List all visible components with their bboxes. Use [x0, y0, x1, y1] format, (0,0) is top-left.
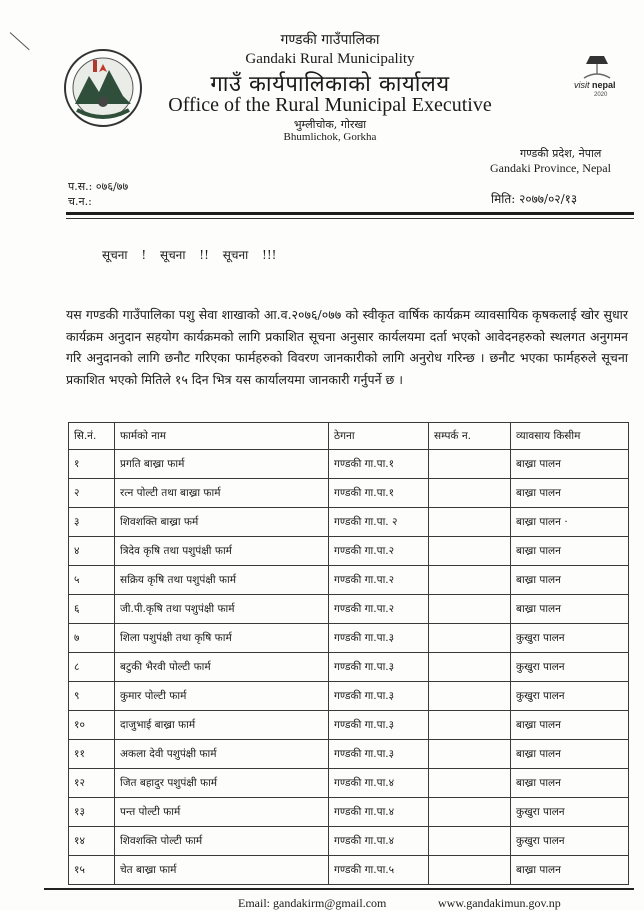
cell-farm-name: पन्त पोल्टी फार्म — [115, 798, 329, 827]
cell-contact — [429, 479, 511, 508]
cell-address: गण्डकी गा.पा.४ — [329, 827, 429, 856]
cell-business-type: बाख्रा पालन — [511, 856, 629, 885]
cell-contact — [429, 798, 511, 827]
cell-contact — [429, 856, 511, 885]
column-header-business-type: व्यावसाय किसीम — [511, 423, 629, 450]
cell-address: गण्डकी गा.पा.४ — [329, 798, 429, 827]
cell-serial: १५ — [69, 856, 115, 885]
cell-serial: १३ — [69, 798, 115, 827]
cell-serial: ६ — [69, 595, 115, 624]
cell-address: गण्डकी गा.पा. २ — [329, 508, 429, 537]
cell-farm-name: शिवशक्ति पोल्टी फार्म — [115, 827, 329, 856]
table-row — [69, 682, 629, 711]
cell-farm-name: कुमार पोल्टी फार्म — [115, 682, 329, 711]
table-row — [69, 798, 629, 827]
header-divider — [66, 212, 634, 215]
cell-business-type: बाख्रा पालन · — [511, 508, 629, 537]
cell-business-type: कुखुरा पालन — [511, 653, 629, 682]
cell-contact — [429, 769, 511, 798]
cell-address: गण्डकी गा.पा.५ — [329, 856, 429, 885]
cell-farm-name: त्रिदेव कृषि तथा पशुपंक्षी फार्म — [115, 537, 329, 566]
cell-contact — [429, 827, 511, 856]
selected-farms-table — [68, 422, 629, 885]
cell-contact — [429, 537, 511, 566]
cell-contact — [429, 595, 511, 624]
cell-business-type: कुखुरा पालन — [511, 798, 629, 827]
cell-farm-name: रत्न पोल्टी तथा बाख्रा फार्म — [115, 479, 329, 508]
cell-address: गण्डकी गा.पा.३ — [329, 711, 429, 740]
table-row — [69, 711, 629, 740]
government-emblem-logo — [63, 46, 143, 130]
cell-address: गण्डकी गा.पा.१ — [329, 450, 429, 479]
table-row — [69, 856, 629, 885]
cell-contact — [429, 624, 511, 653]
cell-business-type: बाख्रा पालन — [511, 711, 629, 740]
cell-farm-name: जी.पी.कृषि तथा पशुपंक्षी फार्म — [115, 595, 329, 624]
table-row — [69, 450, 629, 479]
cell-address: गण्डकी गा.पा.३ — [329, 682, 429, 711]
office-name-nepali: गाउँ कार्यपालिकाको कार्यालय — [210, 72, 450, 97]
cell-contact — [429, 711, 511, 740]
cell-serial: १ — [69, 450, 115, 479]
table-row — [69, 566, 629, 595]
cell-serial: २ — [69, 479, 115, 508]
cell-address: गण्डकी गा.पा.२ — [329, 566, 429, 595]
cell-contact — [429, 653, 511, 682]
document-date: मिति: २०७७/०२/१३ — [491, 192, 578, 206]
notice-body: यस गण्डकी गाउँपालिका पशु सेवा शाखाको आ.व.२०७६/०७७ को स्वीकृत वार्षिक कार्यक्रम व्यावसायिक कृषकलाई खोर सुधार कार्यक्रम अनुदान सहयोग कार्यक्रमको लागि प्रकाशित सूचना अनुसार कार्यलयमा दर्ता भएको आवेदनहरुको स्थलगत अनुगमन गरि अनुदानको लागि छनौट गरिएका फार्महरुको विवरण जानकारीको लागि अनुरोध गरिन्छ । छनौट भएका फार्महरुले सूचना प्रकाशित भएको मितिले १५ दिन भित्र यस कार्यालयमा जानकारी गर्नुपर्ने छ । — [66, 307, 628, 387]
footer-email: Email: gandakirm@gmail.com — [238, 896, 387, 910]
header-divider-thin — [66, 218, 634, 219]
cell-address: गण्डकी गा.पा.३ — [329, 740, 429, 769]
cell-address: गण्डकी गा.पा.३ — [329, 653, 429, 682]
cell-contact — [429, 508, 511, 537]
cell-farm-name: सक्रिय कृषि तथा पशुपंक्षी फार्म — [115, 566, 329, 595]
svg-text:visit: visit — [574, 80, 590, 90]
cell-address: गण्डकी गा.पा.२ — [329, 537, 429, 566]
column-header-address: ठेगना — [329, 423, 429, 450]
cell-business-type: कुखुरा पालन — [511, 682, 629, 711]
cell-farm-name: जित बहादुर पशुपंक्षी फार्म — [115, 769, 329, 798]
cell-farm-name: अकला देवी पशुपंक्षी फार्म — [115, 740, 329, 769]
cell-contact — [429, 682, 511, 711]
cell-business-type: बाख्रा पालन — [511, 769, 629, 798]
cell-business-type: बाख्रा पालन — [511, 537, 629, 566]
address-english: Bhumlichok, Gorkha — [283, 131, 377, 143]
cell-serial: ८ — [69, 653, 115, 682]
cell-farm-name: प्रगति बाख्रा फार्म — [115, 450, 329, 479]
visit-nepal-logo — [570, 52, 624, 98]
cell-business-type: बाख्रा पालन — [511, 566, 629, 595]
cell-business-type: बाख्रा पालन — [511, 595, 629, 624]
svg-text:nepal: nepal — [592, 80, 616, 90]
cell-address: गण्डकी गा.पा.२ — [329, 595, 429, 624]
table-row — [69, 479, 629, 508]
address-nepali: भुम्लीचोक, गोरखा — [293, 118, 367, 131]
svg-text:2020: 2020 — [594, 92, 608, 98]
table-row — [69, 595, 629, 624]
municipality-name-english: Gandaki Rural Municipality — [245, 51, 415, 67]
cell-farm-name: चेत बाख्रा फार्म — [115, 856, 329, 885]
table-row — [69, 508, 629, 537]
cell-farm-name: बटुकी भैरवी पोल्टी फार्म — [115, 653, 329, 682]
cell-business-type: बाख्रा पालन — [511, 479, 629, 508]
cell-business-type: बाख्रा पालन — [511, 740, 629, 769]
cell-serial: १४ — [69, 827, 115, 856]
footer-website: www.gandakimun.gov.np — [438, 896, 561, 910]
cell-serial: ७ — [69, 624, 115, 653]
cell-business-type: कुखुरा पालन — [511, 624, 629, 653]
table-row — [69, 624, 629, 653]
cell-contact — [429, 740, 511, 769]
cell-serial: ९ — [69, 682, 115, 711]
cell-serial: १० — [69, 711, 115, 740]
notice-heading: सूचना ! सूचना !! सूचना !!! — [102, 248, 277, 262]
column-header-farm-name: फार्मको नाम — [115, 423, 329, 450]
municipality-name-nepali: गण्डकी गाउँपालिका — [280, 32, 380, 48]
cell-contact — [429, 566, 511, 595]
scan-mark — [10, 32, 30, 50]
cell-farm-name: शिवशक्ति बाख्रा फर्म — [115, 508, 329, 537]
table-row — [69, 653, 629, 682]
office-name-english: Office of the Rural Municipal Executive — [168, 94, 492, 116]
cell-address: गण्डकी गा.पा.३ — [329, 624, 429, 653]
cell-contact — [429, 450, 511, 479]
column-header-contact: सम्पर्क न. — [429, 423, 511, 450]
cell-serial: ५ — [69, 566, 115, 595]
province-nepali: गण्डकी प्रदेश, नेपाल — [520, 147, 602, 160]
table-header-row — [69, 423, 629, 450]
cell-address: गण्डकी गा.पा.१ — [329, 479, 429, 508]
province-english: Gandaki Province, Nepal — [490, 161, 611, 175]
dispatch-number: च.न.: — [68, 195, 92, 208]
table-row — [69, 740, 629, 769]
cell-serial: १२ — [69, 769, 115, 798]
cell-farm-name: दाजुभाई बाख्रा फार्म — [115, 711, 329, 740]
cell-business-type: कुखुरा पालन — [511, 827, 629, 856]
table-row — [69, 827, 629, 856]
cell-serial: ४ — [69, 537, 115, 566]
reference-number: प.स.: ०७६/७७ — [68, 180, 129, 193]
table-row — [69, 537, 629, 566]
cell-business-type: बाख्रा पालन — [511, 450, 629, 479]
cell-address: गण्डकी गा.पा.४ — [329, 769, 429, 798]
column-header-serial: सि.नं. — [69, 423, 115, 450]
footer-divider — [44, 888, 634, 890]
table-row — [69, 769, 629, 798]
cell-serial: ११ — [69, 740, 115, 769]
cell-farm-name: शिला पशुपंक्षी तथा कृषि फार्म — [115, 624, 329, 653]
cell-serial: ३ — [69, 508, 115, 537]
